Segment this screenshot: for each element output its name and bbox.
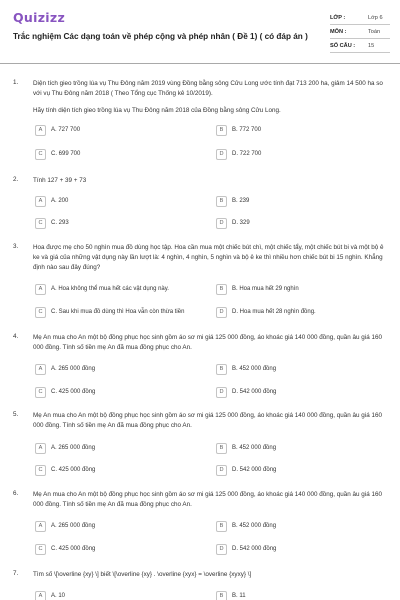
question-text: Mẹ An mua cho An một bộ đồng phục học sinh gồm áo sơ mi giá 125 000 đồng, áo khoác giá 140 000 đồng, quần âu giá 160 000 đồng. Tính số tiền mẹ An đã mua đồng phục cho An. [33, 334, 382, 351]
option-text: A. 200 [51, 198, 69, 204]
quizizz-logo: Quizizz [13, 10, 66, 25]
option-letter-box: B [216, 196, 227, 207]
question-number: 5. [13, 411, 19, 418]
option-text: B. 452 000 đồng [232, 445, 277, 451]
option-d[interactable] [216, 148, 261, 160]
meta-row-subject [330, 25, 390, 39]
question-number: 6. [13, 490, 19, 497]
option-letter-box: A [35, 443, 46, 454]
option-letter-box: B [216, 443, 227, 454]
option-d[interactable] [216, 306, 316, 318]
option-letter-box: C [35, 149, 46, 160]
option-text: A. Hoa không thể mua hết các vật dụng này. [51, 286, 169, 292]
option-text: D. Hoa mua hết 28 nghìn đồng. [232, 309, 316, 315]
option-letter-box: D [216, 307, 227, 318]
option-b[interactable] [216, 195, 249, 207]
option-c[interactable] [35, 543, 95, 555]
option-d[interactable] [216, 217, 250, 229]
option-letter-box: D [216, 465, 227, 476]
option-letter-box: B [216, 364, 227, 375]
option-text: C. 699 700 [51, 151, 81, 157]
option-letter-box: C [35, 218, 46, 229]
option-c[interactable] [35, 464, 95, 476]
meta-row-count [330, 39, 390, 53]
option-a[interactable] [35, 442, 95, 454]
option-letter-box: D [216, 149, 227, 160]
question-subtext: Hãy tính diện tích gieo trồng lúa vụ Thu Đông năm 2018 của Đồng bằng sông Cửu Long. [33, 107, 281, 114]
option-letter-box: C [35, 387, 46, 398]
option-letter-box: D [216, 544, 227, 555]
question-text: Hoa được mẹ cho 50 nghìn mua đồ dùng học tập. Hoa cần mua một chiếc bút chì, một chiếc tẩy, một chiếc bút bi và một bộ ê ke và giá của những vật dụng này lần lượt là: 4 nghìn, 4 nghìn, 5 nghìn và bộ ê ke thì nhiều hơn chiếc bút bi 15 nghìn. Khẳng định nào sau đây đúng? [33, 244, 384, 271]
option-letter-box: A [35, 364, 46, 375]
option-text: D. 542 000 đồng [232, 389, 277, 395]
option-text: C. Sau khi mua đồ dùng thì Hoa vẫn còn thừa tiền [51, 309, 185, 315]
option-a[interactable] [35, 520, 95, 532]
option-text: B. 772 700 [232, 127, 262, 133]
question-number: 4. [13, 333, 19, 340]
option-a[interactable] [35, 363, 95, 375]
option-letter-box: B [216, 125, 227, 136]
option-c[interactable] [35, 386, 95, 398]
option-text: A. 10 [51, 593, 66, 599]
meta-label: LỚP : [330, 14, 346, 21]
document-title: Trắc nghiệm Các dạng toán về phép cộng và phép nhân ( Đề 1) ( có đáp án ) [13, 32, 308, 41]
meta-label: MÔN : [330, 28, 347, 35]
option-b[interactable] [216, 124, 261, 136]
option-text: D. 329 [232, 220, 250, 226]
question-text: Mẹ An mua cho An một bộ đồng phục học sinh gồm áo sơ mi giá 125 000 đồng, áo khoác giá 140 000 đồng, quần âu giá 160 000 đồng. Tính số tiền mẹ An đã mua đồng phục cho An. [33, 491, 382, 508]
option-text: B. 452 000 đồng [232, 523, 277, 529]
option-text: C. 293 [51, 220, 69, 226]
option-a[interactable] [35, 590, 65, 600]
option-text: B. 11 [232, 593, 246, 599]
option-letter-box: A [35, 284, 46, 295]
meta-value: 15 [368, 42, 375, 49]
option-text: B. Hoa mua hết 29 nghìn [232, 286, 299, 292]
option-text: C. 425 000 đồng [51, 546, 96, 552]
meta-value: Lớp 6 [368, 14, 383, 21]
option-b[interactable] [216, 590, 246, 600]
option-letter-box: B [216, 521, 227, 532]
option-a[interactable] [35, 283, 169, 295]
question-number: 2. [13, 176, 19, 183]
option-b[interactable] [216, 363, 276, 375]
question-text: Tính 127 + 39 + 73 [33, 177, 87, 184]
option-text: A. 727 700 [51, 127, 81, 133]
option-text: D. 542 000 đồng [232, 467, 277, 473]
option-letter-box: D [216, 218, 227, 229]
question-number: 3. [13, 243, 19, 250]
question-text: Mẹ An mua cho An một bộ đồng phục học sinh gồm áo sơ mi giá 125 000 đồng, áo khoác giá 140 000 đồng, quần âu giá 160 000 đồng. Tính số tiền mẹ An đã mua đồng phục cho An. [33, 412, 382, 429]
option-letter-box: A [35, 521, 46, 532]
option-text: B. 452 000 đồng [232, 366, 277, 372]
meta-label: SỐ CÂU : [330, 42, 356, 49]
option-text: D. 722 700 [232, 151, 262, 157]
option-letter-box: C [35, 544, 46, 555]
option-b[interactable] [216, 442, 276, 454]
header-divider [0, 63, 400, 64]
option-a[interactable] [35, 124, 80, 136]
option-letter-box: A [35, 591, 46, 600]
option-letter-box: B [216, 591, 227, 600]
option-d[interactable] [216, 464, 276, 476]
option-c[interactable] [35, 148, 80, 160]
option-b[interactable] [216, 520, 276, 532]
option-text: C. 425 000 đồng [51, 467, 96, 473]
option-text: A. 265 000 đồng [51, 366, 96, 372]
option-c[interactable] [35, 217, 69, 229]
option-text: A. 265 000 đồng [51, 523, 96, 529]
option-text: B. 239 [232, 198, 250, 204]
option-letter-box: C [35, 465, 46, 476]
option-d[interactable] [216, 386, 276, 398]
meta-table [330, 11, 390, 53]
option-letter-box: A [35, 125, 46, 136]
option-text: D. 542 000 đồng [232, 546, 277, 552]
option-a[interactable] [35, 195, 68, 207]
option-letter-box: D [216, 387, 227, 398]
option-c[interactable] [35, 306, 184, 318]
option-b[interactable] [216, 283, 299, 295]
meta-value: Toán [368, 28, 381, 35]
option-letter-box: C [35, 307, 46, 318]
question-number: 7. [13, 570, 19, 577]
question-text: Tìm số \[\overline {xy} \] biết \[\overline {xy} . \overline {xyx} = \overline {xyxy} \] [33, 571, 252, 578]
meta-row-class [330, 11, 390, 25]
option-letter-box: A [35, 196, 46, 207]
option-letter-box: B [216, 284, 227, 295]
option-text: A. 265 000 đồng [51, 445, 96, 451]
question-text: Diện tích gieo trồng lúa vụ Thu Đông năm 2019 vùng Đồng bằng sông Cửu Long ước tính đạt 713 200 ha, giảm 14 500 ha so với vụ Thu Đông năm 2018 ( Theo Tổng cục Thống kê 10/2019). [33, 80, 383, 97]
option-d[interactable] [216, 543, 276, 555]
option-text: C. 425 000 đồng [51, 389, 96, 395]
question-number: 1. [13, 79, 19, 86]
